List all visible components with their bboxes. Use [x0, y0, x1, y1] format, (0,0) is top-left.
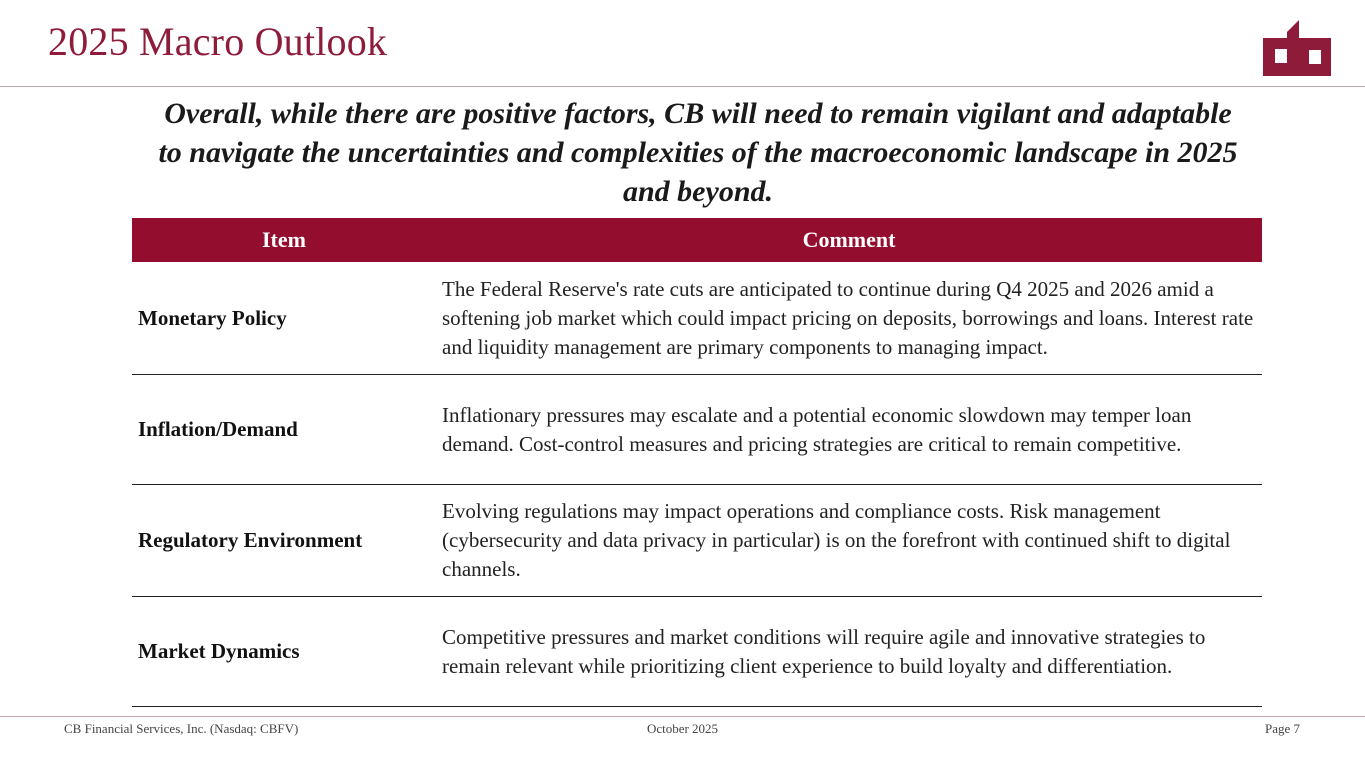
macro-outlook-table [132, 218, 1262, 707]
page-title: 2025 Macro Outlook [48, 19, 388, 64]
table-row [132, 375, 1262, 485]
item-cell: Inflation/Demand [132, 375, 436, 485]
header-divider [0, 86, 1365, 87]
comment-cell: The Federal Reserve's rate cuts are anticipated to continue during Q4 2025 and 2026 amid a softening job market which could impact pricing on deposits, borrowings and loans. Interest rate and liquidity management are primary components to managing impact. [436, 262, 1262, 375]
cb-logo-icon [1261, 18, 1333, 78]
table-row [132, 597, 1262, 707]
column-header-comment: Comment [436, 218, 1262, 262]
item-cell: Monetary Policy [132, 262, 436, 375]
comment-cell: Inflationary pressures may escalate and a potential economic slowdown may temper loan demand. Cost-control measures and pricing strategies are critical to remain competitive. [436, 375, 1262, 485]
headline: Overall, while there are positive factors, CB will need to remain vigilant and adaptable to navigate the uncertainties and complexities of the macroeconomic landscape in 2025 and beyond. [158, 97, 1238, 208]
table-header-row [132, 218, 1262, 262]
footer-date: October 2025 [646, 721, 719, 736]
column-header-item: Item [132, 218, 436, 262]
footer-divider [0, 716, 1365, 717]
comment-cell: Evolving regulations may impact operations and compliance costs. Risk management (cybersecurity and data privacy in particular) is on the forefront with continued shift to digital channels. [436, 485, 1262, 597]
item-cell: Regulatory Environment [132, 485, 436, 597]
footer-page-number: Page 7 [1264, 721, 1300, 736]
comment-cell: Competitive pressures and market conditions will require agile and innovative strategies to remain relevant while prioritizing client experience to build loyalty and differentiation. [436, 597, 1262, 707]
item-cell: Market Dynamics [132, 597, 436, 707]
table-row [132, 262, 1262, 375]
footer-company: CB Financial Services, Inc. (Nasdaq: CBFV) [64, 721, 299, 736]
table-row [132, 485, 1262, 597]
